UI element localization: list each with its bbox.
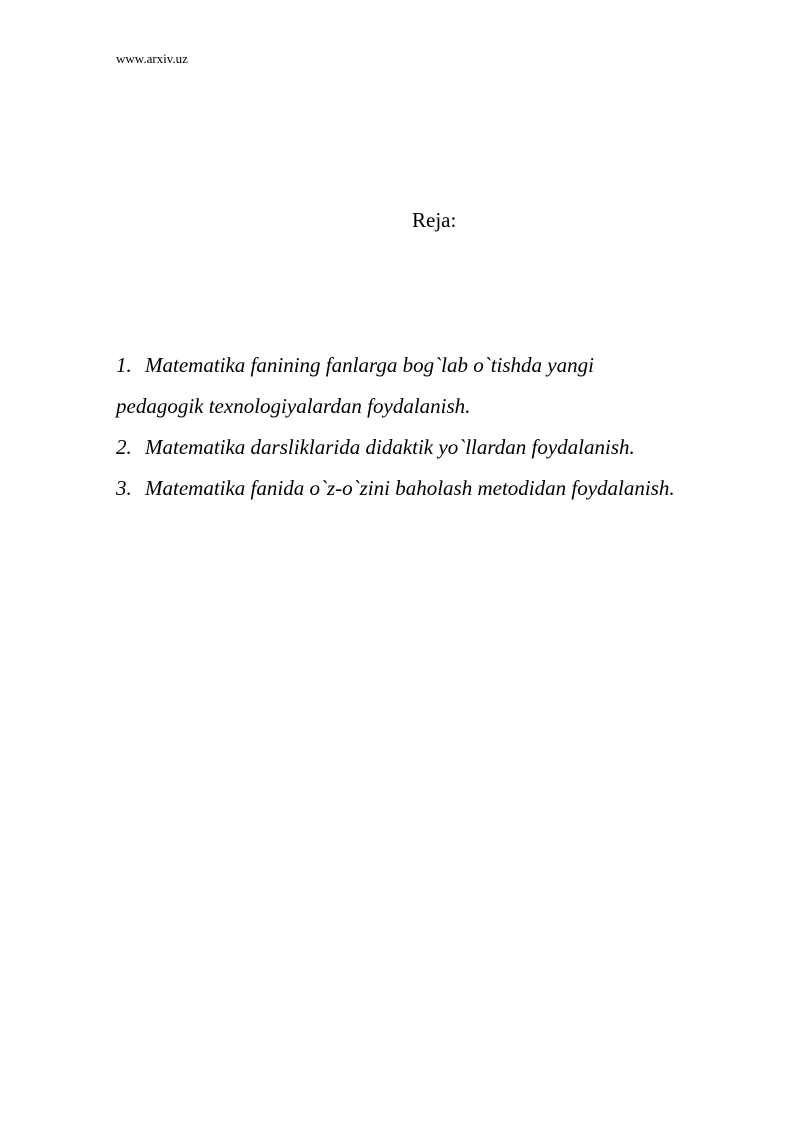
plan-item-text-continuation: pedagogik texnologiyalardan foydalanish. (116, 394, 471, 418)
plan-item-text: Matematika darsliklarida didaktik yo`llardan foydalanish. (145, 435, 635, 459)
plan-item-2 (116, 427, 786, 468)
plan-list (116, 345, 786, 509)
plan-item-1-continuation (116, 386, 786, 427)
plan-item-number: 3. (116, 476, 132, 500)
plan-item-text: Matematika fanining fanlarga bog`lab o`tishda yangi (145, 353, 594, 377)
plan-item-3 (116, 468, 786, 509)
plan-item-number: 1. (116, 353, 132, 377)
plan-item-number: 2. (116, 435, 132, 459)
plan-item-text: Matematika fanida o`z-o`zini baholash metodidan foydalanish. (145, 476, 675, 500)
header-site-url: www.arxiv.uz (116, 51, 188, 66)
plan-title: Reja: (412, 208, 457, 232)
plan-item-1 (116, 345, 786, 386)
